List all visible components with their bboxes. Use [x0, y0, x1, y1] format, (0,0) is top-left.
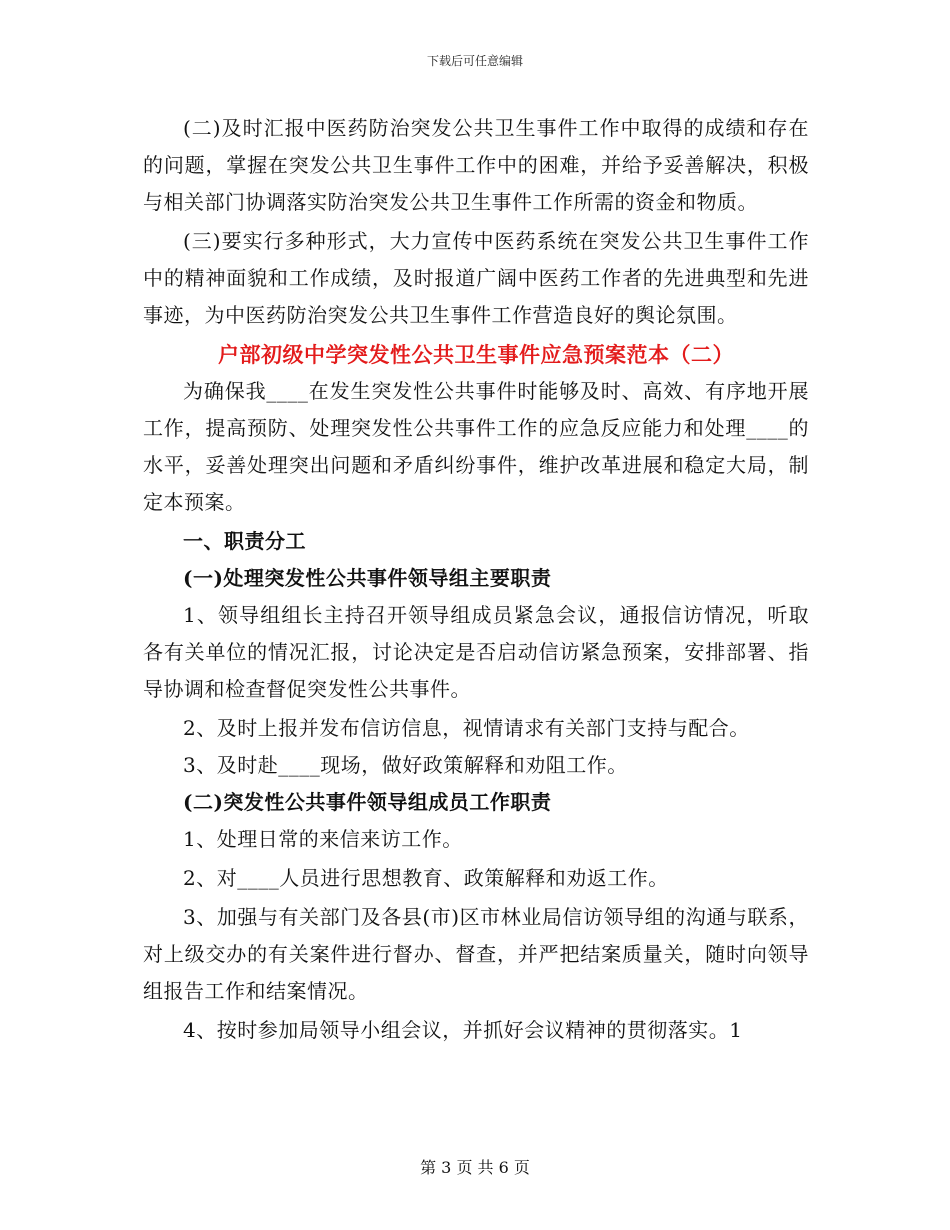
page-footer: 第 3 页 共 6 页: [420, 1158, 530, 1177]
paragraph: 1、领导组组长主持召开领导组成员紧急会议，通报信访情况，听取各有关单位的情况汇报，讨论决定是否启动信访紧急预案，安排部署、指导协调和检查督促突发性公共事件。: [143, 603, 809, 701]
paragraph: 为确保我____在发生突发性公共事件时能够及时、高效、有序地开展工作，提高预防、处理突发性公共事件工作的应急反应能力和处理____的水平，妥善处理突出问题和矛盾纠纷事件，维护改革进展和稳定大局，制定本预案。: [143, 379, 809, 514]
paragraph: 1、处理日常的来信来访工作。: [183, 827, 463, 851]
paragraph: 2、对____人员进行思想教育、政策解释和劝返工作。: [183, 866, 669, 890]
subheading-members: (二)突发性公共事件领导组成员工作职责: [183, 790, 552, 814]
paragraph: 4、按时参加局领导小组会议，并抓好会议精神的贯彻落实。1: [183, 1018, 743, 1042]
paragraph: 3、及时赴____现场，做好政策解释和劝阻工作。: [183, 753, 628, 777]
subheading-leadership: (一)处理突发性公共事件领导组主要职责: [183, 566, 552, 590]
page-header: 下载后可任意编辑: [426, 54, 523, 68]
document-body: [143, 110, 809, 1049]
paragraph: 2、及时上报并发布信访信息，视情请求有关部门支持与配合。: [183, 716, 750, 740]
section-title: 户部初级中学突发性公共卫生事件应急预案范本（二）: [218, 342, 734, 367]
paragraph: (三)要实行多种形式，大力宣传中医药系统在突发公共卫生事件工作中的精神面貌和工作成绩，及时报道广阔中医药工作者的先进典型和先进事迹，为中医药防治突发公共卫生事件工作营造良好的舆论氛围。: [143, 229, 809, 327]
heading-responsibilities: 一、职责分工: [183, 529, 306, 553]
paragraph: 3、加强与有关部门及各县(市)区市林业局信访领导组的沟通与联系，对上级交办的有关案件进行督办、督查，并严把结案质量关，随时向领导组报告工作和结案情况。: [143, 905, 809, 1003]
paragraph: (二)及时汇报中医药防治突发公共卫生事件工作中取得的成绩和存在的问题，掌握在突发公共卫生事件工作中的困难，并给予妥善解决，积极与相关部门协调落实防治突发公共卫生事件工作所需的资金和物质。: [143, 116, 809, 214]
